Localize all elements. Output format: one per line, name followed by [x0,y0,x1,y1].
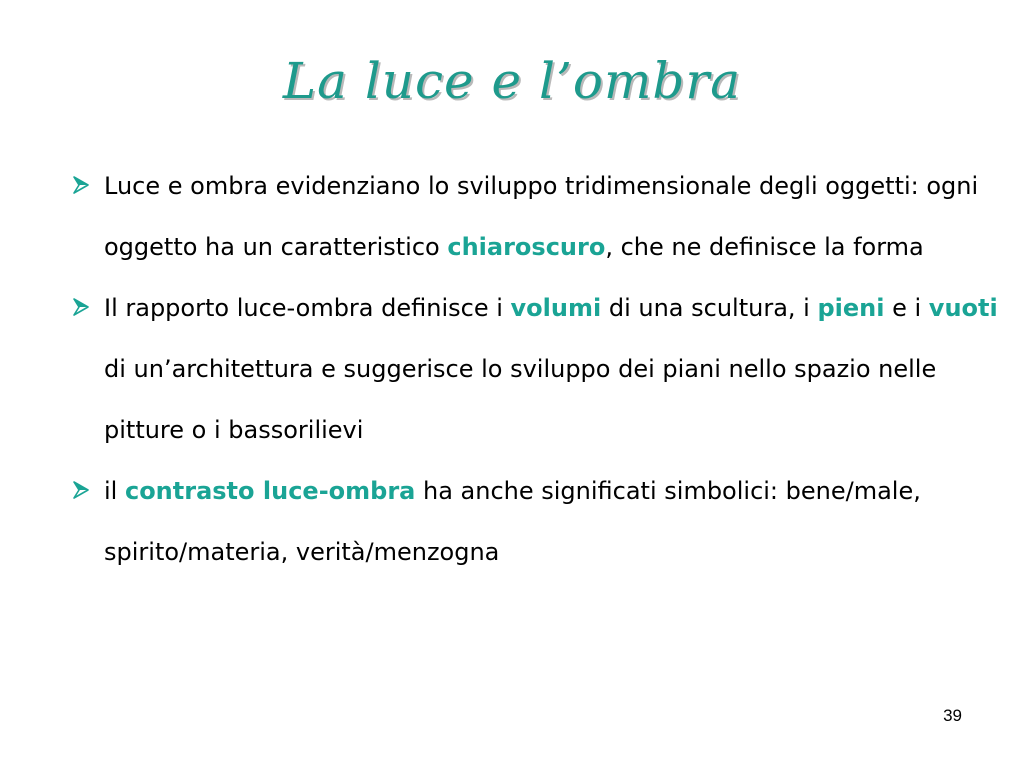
arrow-bullet-icon [70,156,94,217]
bullet-text: e i [884,294,929,322]
bullet-text: il [104,477,125,505]
highlight-term: vuoti [928,294,998,322]
bullet-text: di un’architettura e suggerisce lo sviluppo dei piani nello spazio nelle pitture o i bassorilievi [104,355,937,444]
page-number: 39 [943,706,962,725]
bullet-text: di una scultura, i [601,294,818,322]
bullet-text: ha anche significati simbolici: bene/male, spirito/materia, verità/menzogna [104,477,921,566]
highlight-term: pieni [817,294,885,322]
bullet-list [70,156,1015,583]
bullet-text: Luce e ombra evidenziano lo sviluppo tridimensionale degli oggetti: ogni oggetto ha un caratteristico [104,172,979,261]
arrow-bullet-icon [70,278,94,339]
arrow-bullet-icon [70,461,94,522]
bullet-item-3 [70,461,1015,583]
bullet-text: Il rapporto luce-ombra definisce i [104,294,511,322]
bullet-text: , che ne definisce la forma [605,233,924,261]
highlight-term: contrasto luce-ombra [124,477,416,505]
highlight-term: volumi [510,294,602,322]
bullet-item-2 [70,278,1015,461]
slide-title: La luce e l’ombra [282,52,742,110]
bullet-item-1 [70,156,1015,278]
highlight-term: chiaroscuro [447,233,606,261]
